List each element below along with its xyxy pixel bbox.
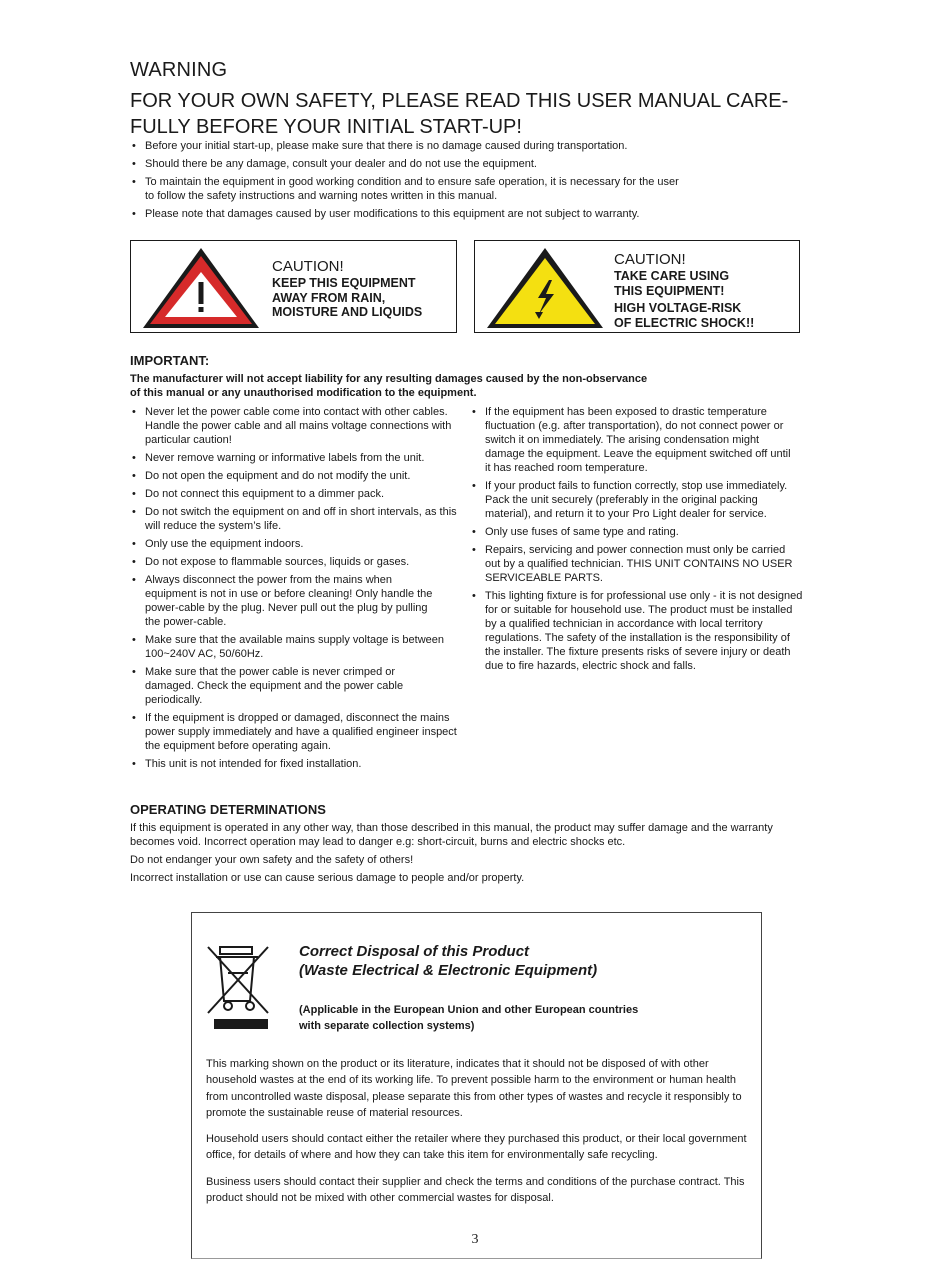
operating-paragraph: Incorrect installation or use can cause serious damage to people and/or property. xyxy=(130,872,525,884)
list-item: • Do not expose to flammable sources, liquids or gases. xyxy=(131,555,461,569)
liability-line-1: The manufacturer will not accept liability for any resulting damages caused by the non-observance xyxy=(130,373,648,385)
list-item: • Never remove warning or informative labels from the unit. xyxy=(131,451,461,465)
list-item: • If the equipment has been exposed to drastic temperature fluctuation (e.g. after transportation), do not connect power or switch it on immediately. The arising condensation might damage the equipment. Leave the equipment switched off until it has reached room temperature. xyxy=(471,405,795,475)
operating-text xyxy=(130,821,780,889)
caution-moisture-text xyxy=(272,258,422,320)
headline-line-1: FOR YOUR OWN SAFETY, PLEASE READ THIS USER MANUAL CARE- xyxy=(130,90,789,112)
disposal-body xyxy=(206,1056,751,1216)
disposal-title-line-1: Correct Disposal of this Product xyxy=(299,943,530,960)
weee-disposal-box xyxy=(191,912,762,1259)
important-list-left xyxy=(131,405,461,775)
caution-moisture-box xyxy=(130,240,457,333)
list-item: • Only use the equipment indoors. xyxy=(131,537,461,551)
disposal-title xyxy=(299,942,597,980)
caution-heading: CAUTION! xyxy=(272,258,344,275)
caution-voltage-box xyxy=(474,240,800,333)
important-title: IMPORTANT: xyxy=(130,353,210,368)
list-item: • Do not open the equipment and do not modify the unit. xyxy=(131,469,461,483)
operating-paragraph: If this equipment is operated in any other way, than those described in this manual, the product may suffer damage and the warranty becomes void. Incorrect operation may lead to danger e.g: short-circuit, burns and electric shocks etc. xyxy=(130,822,773,848)
disposal-paragraph: Household users should contact either the retailer where they purchased this product, or their local government office, for details of where and how they can take this item for environmentally safe recycling. xyxy=(206,1133,747,1162)
list-item: • Should there be any damage, consult your dealer and do not use the equipment. xyxy=(131,157,711,171)
exclamation-warning-icon xyxy=(139,246,263,330)
list-item: • Please note that damages caused by user modifications to this equipment are not subject to warranty. xyxy=(131,207,711,221)
list-item: • Do not connect this equipment to a dimmer pack. xyxy=(131,487,461,501)
caution-line: AWAY FROM RAIN, xyxy=(272,290,386,305)
safety-headline xyxy=(130,88,810,140)
high-voltage-icon xyxy=(483,246,607,330)
disposal-paragraph: Business users should contact their supplier and check the terms and conditions of the purchase contract. This product should not be mixed with other commercial wastes for disposal. xyxy=(206,1175,745,1205)
liability-note xyxy=(130,372,690,400)
list-item: • Make sure that the available mains supply voltage is between 100~240V AC, 50/60Hz. xyxy=(131,633,445,661)
disposal-sub-line-2: with separate collection systems) xyxy=(299,1020,475,1032)
important-list-right xyxy=(471,405,801,677)
operating-paragraph: Do not endanger your own safety and the safety of others! xyxy=(130,854,414,866)
caution-line: HIGH VOLTAGE-RISK xyxy=(614,301,742,315)
intro-bullet-list xyxy=(131,139,711,225)
caution-line: KEEP THIS EQUIPMENT xyxy=(272,276,416,290)
list-item: • Make sure that the power cable is never crimped or damaged. Check the equipment and the power cable periodically. xyxy=(131,665,445,707)
list-item: • If the equipment is dropped or damaged, disconnect the mains power supply immediately and have a qualified engineer inspect the equipment before operating again. xyxy=(131,711,461,753)
caution-heading: CAUTION! xyxy=(614,251,686,268)
caution-line: TAKE CARE USING xyxy=(614,269,730,283)
headline-line-2: FULLY BEFORE YOUR INITIAL START-UP! xyxy=(130,116,522,138)
list-item: • If your product fails to function correctly, stop use immediately. Pack the unit securely (preferably in the original packing material), and return it to your Pro Light dealer for service. xyxy=(471,479,795,521)
list-item: • Before your initial start-up, please make sure that there is no damage caused during transportation. xyxy=(131,139,711,153)
liability-line-2: of this manual or any unauthorised modification to the equipment. xyxy=(130,387,477,399)
list-item: • Never let the power cable come into contact with other cables. Handle the power cable and all mains voltage connections with particular caution! xyxy=(131,405,461,447)
crossed-out-bin-icon xyxy=(206,943,270,1031)
caution-line: MOISTURE AND LIQUIDS xyxy=(272,305,423,319)
caution-voltage-text xyxy=(614,251,754,330)
list-item: • Only use fuses of same type and rating. xyxy=(471,525,801,539)
operating-title: OPERATING DETERMINATIONS xyxy=(130,802,326,817)
disposal-subtitle xyxy=(299,1002,719,1034)
warning-title: WARNING xyxy=(130,59,228,81)
page-number: 3 xyxy=(471,1232,479,1247)
list-item: • Repairs, servicing and power connection must only be carried out by a qualified technician. THIS UNIT CONTAINS NO USER SERVICEABLE PARTS. xyxy=(471,543,801,585)
disposal-title-line-2: (Waste Electrical & Electronic Equipment) xyxy=(299,962,598,979)
list-item: • Always disconnect the power from the mains when equipment is not in use or before cleaning! Only handle the power-cable by the plug. Never pull out the plug by pulling the power-cable. xyxy=(131,573,445,629)
list-item: • To maintain the equipment in good working condition and to ensure safe operation, it is necessary for the user to follow the safety instructions and warning notes written in this manual. xyxy=(131,175,685,203)
disposal-paragraph: This marking shown on the product or its literature, indicates that it should not be disposed of with other household wastes at the end of its working life. To prevent possible harm to the environment or human health from uncontrolled waste disposal, please separate this from other types of wastes and recycle it responsibly to promote the sustainable reuse of material resources. xyxy=(206,1058,742,1119)
list-item: • This lighting fixture is for professional use only - it is not designed for or suitable for household use. The product must be installed by a qualified technician in accordance with local territory regulations. The safety of the installation is the responsibility of the installer. The fixture presents risks of severe injury or death due to fire hazards, electric shock and falls. xyxy=(471,589,803,673)
disposal-sub-line-1: (Applicable in the European Union and other European countries xyxy=(299,1004,639,1016)
list-item: • Do not switch the equipment on and off in short intervals, as this will reduce the system’s life. xyxy=(131,505,461,533)
caution-line: THIS EQUIPMENT! xyxy=(614,283,725,298)
list-item: • This unit is not intended for fixed installation. xyxy=(131,757,461,771)
caution-line: OF ELECTRIC SHOCK!! xyxy=(614,315,755,330)
